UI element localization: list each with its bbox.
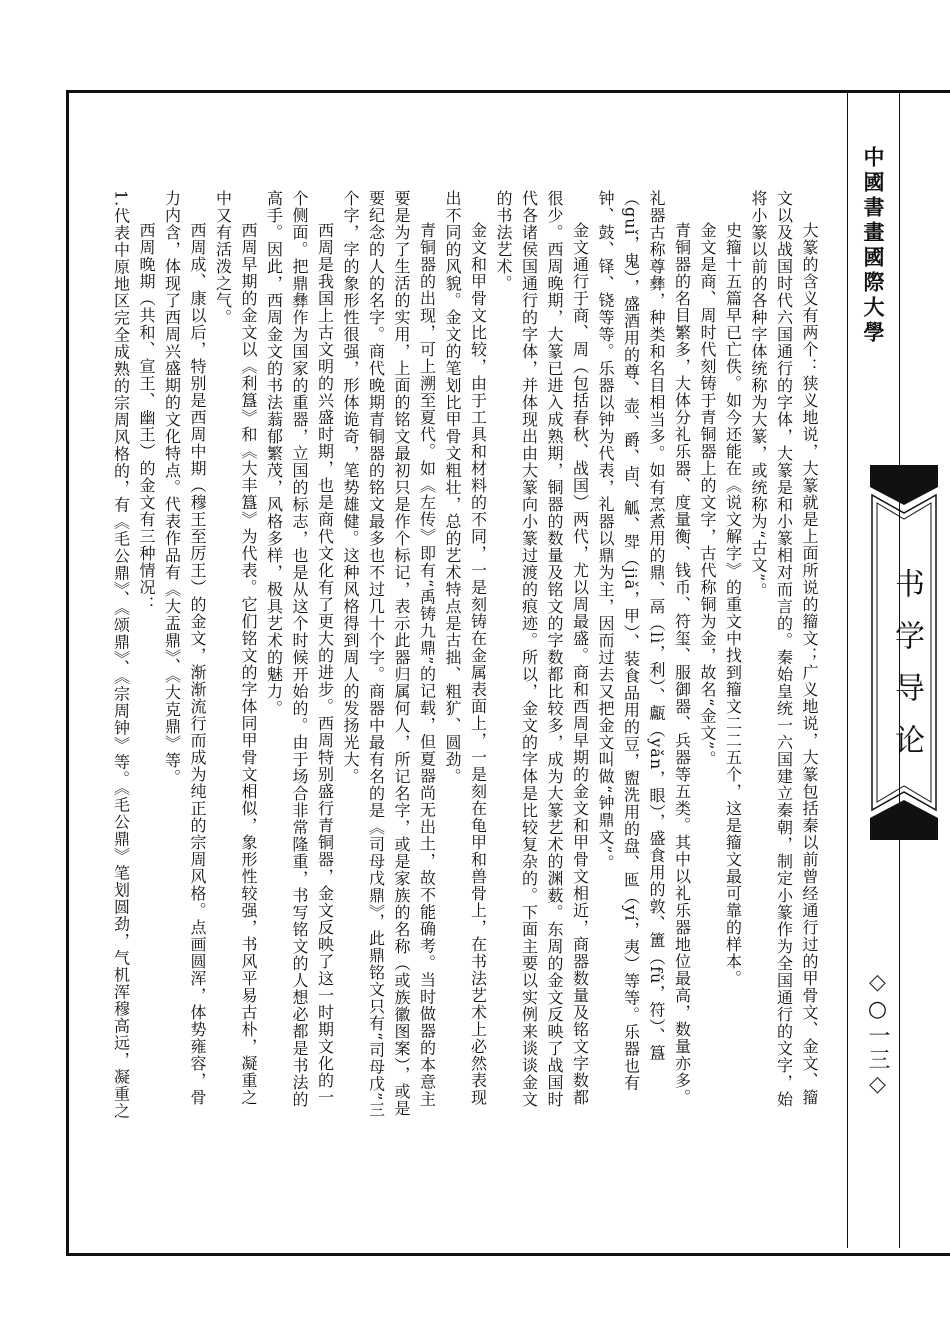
- university-name: 中國書畫國際大學: [861, 146, 886, 346]
- paragraph: 西周晚期（共和、宣王、幽王）的金文有三种情况：: [137, 222, 156, 613]
- paragraph: 西周是我国上古文明的兴盛时期，也是商代文化有了更大的进步。西周特别盛行青铜器，金文反映了这一时期文化的一个侧面。把鼎彝作为国家的重器，立国的标志，也是从这个时候开始的。由于场合非常隆重，书写铭文的人想必都是书法的高手。因此，西周金文的书法蓊郁繁茂，风格多样，极具艺术的魅力。: [264, 190, 335, 1108]
- page-number-block: [862, 970, 893, 1099]
- paragraph: 金文通行于商、周（包括春秋、战国）两代，尤以周最盛。商和西周早期的金文和甲骨文相近，商器数量及铭文字数都很少。西周晚期，大篆已进入成熟期，铜器的数量及铭文的字数都比较多，成为大篆艺术的渊薮。东周的金文反映了战国时代各诸侯国通行的字体，并体现出由大篆向小篆过渡的痕迹。所以，金文的字体是比较复杂的。下面主要以实例来谈谈金文的书法艺术。: [494, 190, 590, 1108]
- book-title-panel: [866, 465, 942, 840]
- paragraph: 金文和甲骨文比较，由于工具和材料的不同，一是刻铸在金属表面上，一是刻在龟甲和兽骨上，在书法艺术上必然表现出不同的风貌。金文的笔划比甲骨文粗壮，总的艺术特点是古拙、粗犷、圆劲。: [443, 190, 488, 1106]
- margin-rule-left: [847, 93, 848, 1248]
- paragraph: 青铜器的名目繁多，大体分礼乐器、度量衡、钱币、符玺、服御器、兵器等五类。其中以礼乐器地位最高，数量亦多。礼器古称尊彝，种类和名目相当多。如有烹煮用的鼎、鬲（lì，利）、甗（yǎn，眼），盛食用的敦、簠（fǔ，符）、簋（guǐ，鬼），盛酒用的尊、壶、爵、卣、觚、斝（jiǎ，甲）、装食品用的豆，盥洗用的盘、匜（yí，夷）等等。乐器也有钟、鼓、铎、铙等等。乐器以钟为代表，礼器以鼎为主，因而过去又把金文叫做“钟鼎文”。: [596, 190, 692, 1106]
- paragraph: 西周成、康以后，特别是西周中期（穆王至厉王）的金文，渐渐流行而成为纯正的宗周风格。点画圆浑，体势雍容，骨力内含，体现了西周兴盛期的文化特点。代表作品有《大盂鼎》、《大克鼎》等。: [162, 190, 207, 1106]
- paragraph: 金文是商、周时代刻铸于青铜器上的文字，古代称铜为金，故名“金文”。: [698, 222, 717, 768]
- page-number: ○一三: [865, 997, 890, 1072]
- paragraph: 大篆的含义有两个：狭义地说，大篆就是上面所说的籀文；广义地说，大篆包括秦以前曾经通行过的甲骨文、金文、籀文以及战国时代六国通行的字体，大篆是和小篆相对而言的。秦始皇统一六国建立秦朝，制定小篆作为全国通行的文字，始将小篆以前的各种字体统称为大篆，或统称为“古文”。: [749, 190, 819, 1108]
- paragraph: 西周早期的金文以《利簋》和《大丰簋》为代表。它们铭文的字体同甲骨文相似，象形性较强，书风平易古朴，凝重之中又有活泼之气。: [213, 190, 258, 1106]
- paragraph: 1.代表中原地区完全成熟的宗周风格的，有《毛公鼎》、《颂鼎》、《宗周钟》等。《毛公鼎》笔划圆劲，气机浑穆高远，凝重之: [111, 190, 131, 1120]
- paragraph: 青铜器的出现，可上溯至夏代。如《左传》即有“禹铸九鼎”的记载，但夏器尚无出土，故不能确考。当时做器的本意主要是为了生活的实用，上面的铭文最初只是作个标记，表示此器归属何人，所记名字，或是家族的名称（或族徽图案），或是要纪念的人的名字。商代晚期青铜器的铭文最多也不过几十个字。商器中最有名的是《司母戊鼎》，此鼎铭文只有“司母戊”三个字，字的象形性很强，形体诡奇，笔势雄健。这种风格得到周人的发扬光大。: [341, 190, 437, 1119]
- diamond-ornament-icon: ◇: [865, 970, 890, 997]
- diamond-ornament-icon: ◇: [865, 1072, 890, 1099]
- book-title: 书学导论: [889, 568, 924, 776]
- main-text: [110, 190, 822, 1120]
- paragraph: 史籀十五篇早已亡佚。如今还能在《说文解字》的重文中找到籀文二二五个，这是籀文最可靠的样本。: [723, 222, 743, 987]
